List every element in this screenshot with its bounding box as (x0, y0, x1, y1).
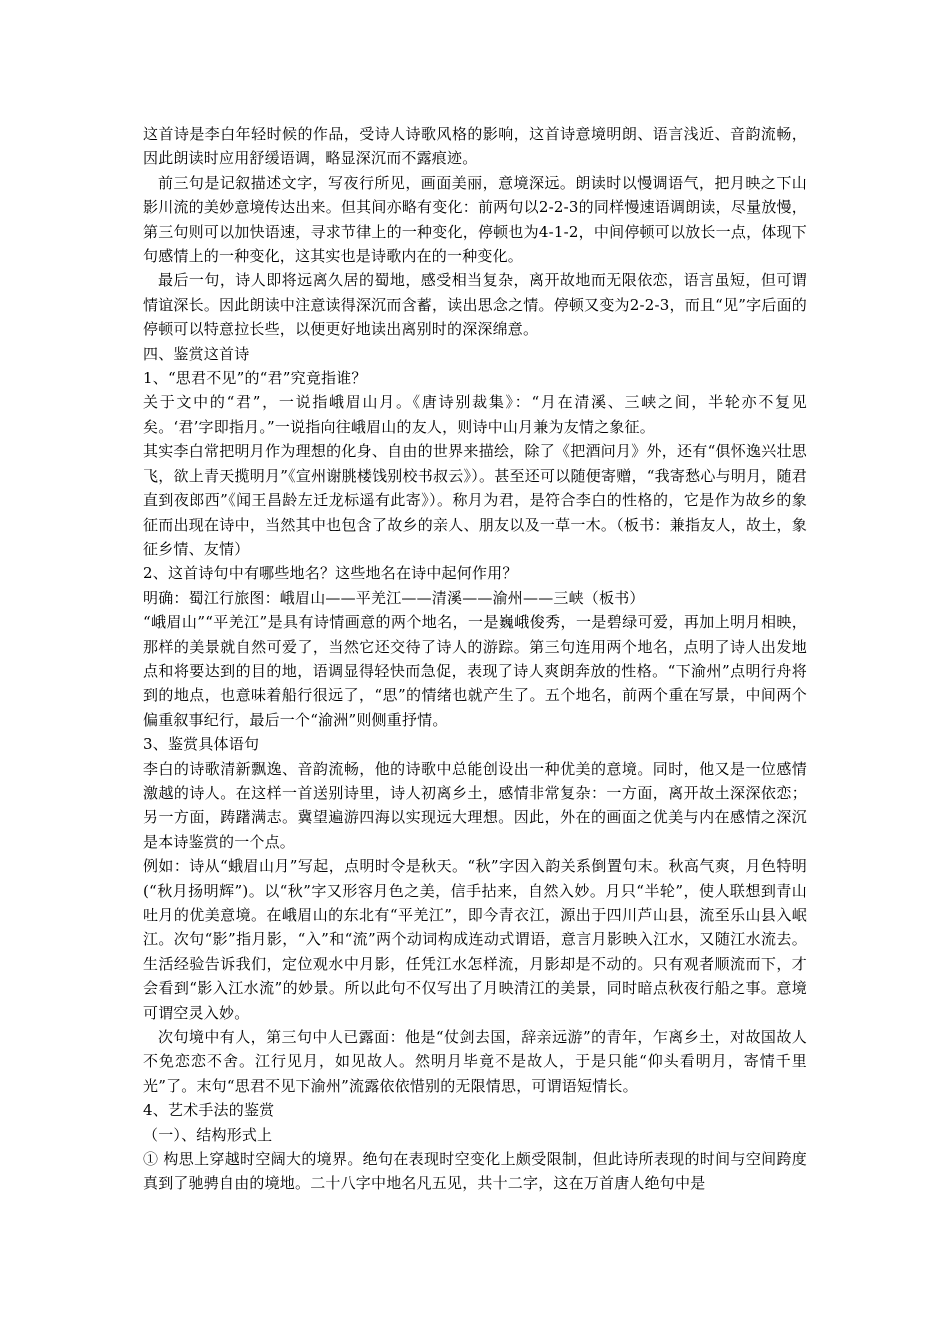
paragraph-reading-intro: 这首诗是李白年轻时候的作品，受诗人诗歌风格的影响，这首诗意境明朗、语言浅近、音韵流畅，因此朗读时应用舒缓语调，略显深沉而不露痕迹。 (143, 125, 807, 168)
question-heading-3: 3、鉴赏具体语句 (143, 735, 260, 754)
paragraph-structure-point-1: ① 构思上穿越时空阔大的境界。绝句在表现时空变化上颇受限制，但此诗所表现的时间与空间跨度真到了驰骋自由的境地。二十八字中地名凡五见，共十二字，这在万首唐人绝句中是 (143, 1150, 807, 1193)
question-heading-2: 2、这首诗句中有哪些地名？这些地名在诗中起何作用？ (143, 564, 518, 583)
paragraph-jun-meaning: 关于文中的“君”，一说指峨眉山月。《唐诗别裁集》：“月在清溪、三峡之间，半轮亦不复见矣。‘君’字即指月。”一说指向往峨眉山的友人，则诗中山月兼为友情之象征。 (143, 393, 807, 436)
paragraph-moon-symbol: 其实李白常把明月作为理想的化身、自由的世界来描绘，除了《把酒问月》外，还有“俱怀逸兴壮思飞，欲上青天揽明月”《宣州谢朓楼饯别校书叔云》）。甚至还可以随便寄赠，“我寄愁心与明月，随君直到夜郎西”《闻王昌龄左迁龙标遥有此寄》）。称月为君，是符合李白的性格的，它是作为故乡的象征而出现在诗中，当然其中也包含了故乡的亲人、朋友以及一草一木。（板书：兼指友人，故土，象征乡情、友情） (143, 442, 807, 558)
question-heading-1: 1、“思君不见”的“君”究竟指谁？ (143, 369, 367, 388)
paragraph-li-bai-style: 李白的诗歌清新飘逸、音韵流畅，他的诗歌中总能创设出一种优美的意境。同时，他又是一位感情激越的诗人。在这样一首送别诗里，诗人初离乡土，感情非常复杂：一方面，离开故土深深依恋；另一方面，踌躇满志。冀望遍游四海以实现远大理想。因此，外在的画面之优美与内在感情之深沉是本诗鉴赏的一个点。 (143, 759, 807, 851)
document-body (143, 122, 807, 1196)
question-heading-4: 4、艺术手法的鉴赏 (143, 1101, 275, 1120)
paragraph-example-analysis: 例如：诗从“蛾眉山月”写起，点明时令是秋天。“秋”字因入韵关系倒置句末。秋高气爽，月色特明(“秋月扬明辉”)。以“秋”字又形容月色之美，信手拈来，自然入妙。月只“半轮”，使人联想到青山吐月的优美意境。在峨眉山的东北有“平羌江”，即今青衣江，源出于四川芦山县，流至乐山县入岷江。次句“影”指月影，“入”和“流”两个动词构成连动式谓语，意言月影映入江水，又随江水流去。生活经验告诉我们，定位观水中月影，任凭江水怎样流，月影却是不动的。只有观者顺流而下，才会看到“影入江水流”的妙景。所以此句不仅写出了月映清江的美景，同时暗点秋夜行船之事。意境可谓空灵入妙。 (143, 857, 807, 1022)
paragraph-second-line-analysis: 次句境中有人，第三句中人已露面：他是“仗剑去国，辞亲远游”的青年，乍离乡土，对故国故人不免恋恋不舍。江行见月，如见故人。然明月毕竟不是故人，于是只能“仰头看明月，寄情千里光”了。末句“思君不见下渝州”流露依依惜别的无限情思，可谓语短情长。 (143, 1028, 807, 1095)
paragraph-place-names: “峨眉山”“平羌江”是具有诗情画意的两个地名，一是巍峨俊秀，一是碧绿可爱，再加上明月相映，那样的美景就自然可爱了，当然它还交待了诗人的游踪。第三句连用两个地名，点明了诗人出发地点和将要达到的目的地，语调显得轻快而急促，表现了诗人爽朗奔放的性格。“下渝州”点明行舟将到的地点，也意味着船行很远了，“思”的情绪也就产生了。五个地名，前两个重在写景，中间两个偏重叙事纪行，最后一个“渝洲”则侧重抒情。 (143, 613, 807, 729)
subheading-structure: （一）、结构形式上 (143, 1125, 273, 1144)
paragraph-first-three-lines: 前三句是记叙描述文字，写夜行所见，画面美丽，意境深远。朗读时以慢调语气，把月映之下山影川流的美妙意境传达出来。但其间亦略有变化：前两句以2-2-3的同样慢速语调朗读，尽量放慢，第三句则可以加快语速，寻求节律上的一种变化，停顿也为4-1-2，中间停顿可以放长一点，体现下句感情上的一种变化，这其实也是诗歌内在的一种变化。 (143, 173, 807, 266)
section-heading-appreciation: 四、鉴赏这首诗 (143, 344, 250, 363)
paragraph-route-map: 明确：蜀江行旅图：峨眉山——平羌江——清溪——渝州——三峡（板书） (143, 588, 645, 607)
paragraph-last-line: 最后一句，诗人即将远离久居的蜀地，感受相当复杂，离开故地而无限依恋，语言虽短，但可谓情谊深长。因此朗读中注意读得深沉而含蓄，读出思念之情。停顿又变为2-2-3，而且“见”字后面的停顿可以特意拉长些，以便更好地读出离别时的深深绵意。 (143, 271, 807, 339)
